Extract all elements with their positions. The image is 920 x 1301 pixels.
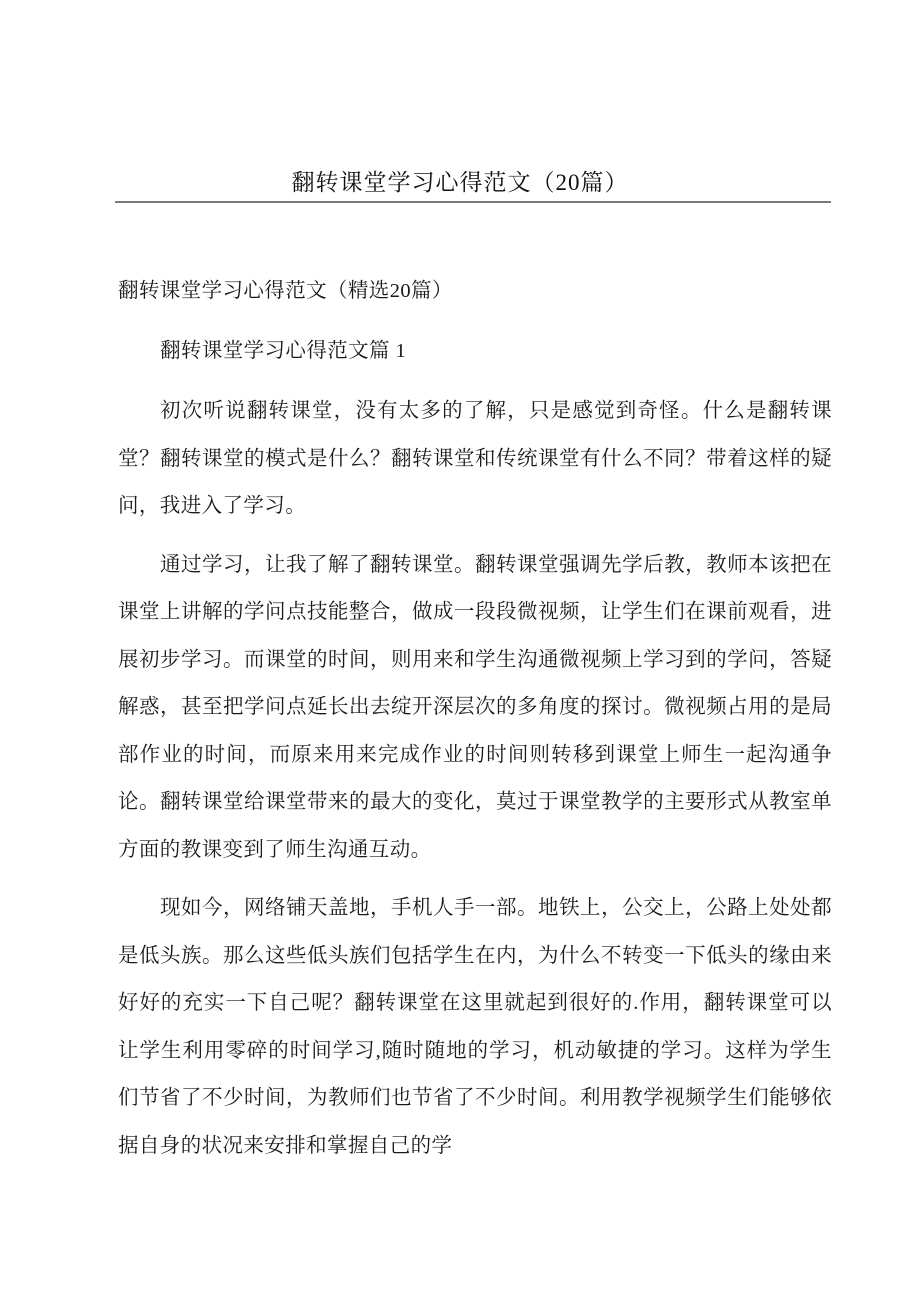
spacer [118, 874, 832, 885]
header-divider [115, 201, 831, 203]
document-header [0, 168, 920, 198]
body-paragraph-1: 初次听说翻转课堂，没有太多的了解，只是感觉到奇怪。什么是翻转课堂？翻转课堂的模式是什么？翻转课堂和传统课堂有什么不同？带着这样的疑问，我进入了学习。 [118, 400, 832, 517]
document-subtitle: 翻转课堂学习心得范文（精选20篇） [118, 280, 453, 302]
section-heading: 翻转课堂学习心得范文篇 1 [160, 339, 407, 362]
spacer [118, 375, 832, 388]
document-body [118, 268, 832, 1170]
spacer [118, 316, 832, 328]
body-paragraph-3: 现如今，网络铺天盖地，手机人手一部。地铁上，公交上，公路上处处都是低头族。那么这些低头族们包括学生在内，为什么不转变一下低头的缘由来好好的充实一下自己呢？翻转课堂在这里就起到很好的.作用，翻转课堂可以让学生利用零碎的时间学习,随时随地的学习，机动敏捷的学习。这样为学生们节省了不少时间，为教师们也节省了不少时间。利用教学视频学生们能够依据自身的状况来安排和掌握自己的学 [118, 897, 832, 1157]
page-title: 翻转课堂学习心得范文（20篇） [291, 170, 629, 195]
spacer [118, 531, 832, 542]
body-paragraph-2: 通过学习，让我了解了翻转课堂。翻转课堂强调先学后教，教师本该把在课堂上讲解的学问点技能整合，做成一段段微视频，让学生们在课前观看，进展初步学习。而课堂的时间，则用来和学生沟通微视频上学习到的学问，答疑解惑，甚至把学问点延长出去绽开深层次的多角度的探讨。微视频占用的是局部作业的时间，而原来用来完成作业的时间则转移到课堂上师生一起沟通争论。翻转课堂给课堂带来的最大的变化，莫过于课堂教学的主要形式从教室单方面的教课变到了师生沟通互动。 [118, 553, 832, 861]
